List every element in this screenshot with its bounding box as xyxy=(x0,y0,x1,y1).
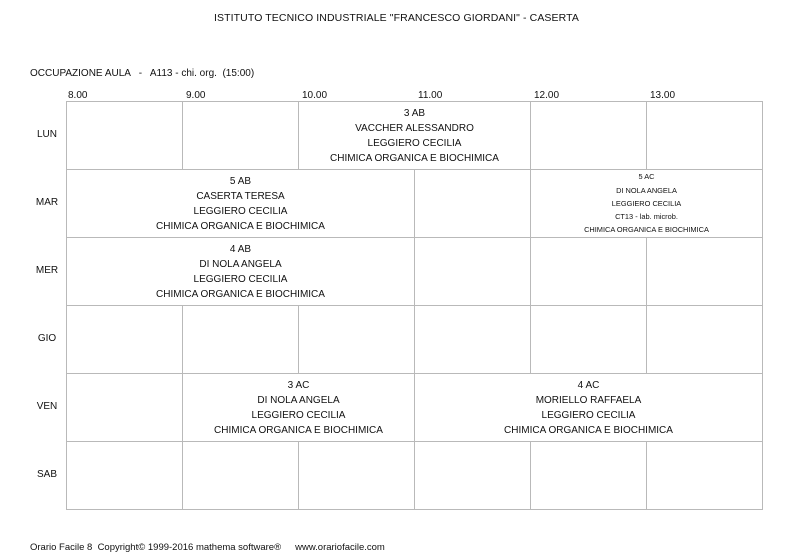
lesson-teacher: VACCHER ALESSANDRO xyxy=(355,122,474,134)
hour-label-12: 12.00 xyxy=(534,90,560,101)
day-label-mar: MAR xyxy=(35,197,59,208)
day-label-gio: GIO xyxy=(37,333,57,344)
lesson-teacher: CASERTA TERESA xyxy=(196,190,285,202)
hour-label-9: 9.00 xyxy=(186,90,206,101)
lesson-subject: CHIMICA ORGANICA E BIOCHIMICA xyxy=(214,424,383,436)
lesson-teacher: LEGGIERO CECILIA xyxy=(541,409,636,421)
lesson-subject: CHIMICA ORGANICA E BIOCHIMICA xyxy=(504,424,673,436)
lesson-mar-5ac xyxy=(531,170,762,237)
grid-line xyxy=(530,101,531,509)
hour-label-8: 8.00 xyxy=(68,90,88,101)
hour-label-13: 13.00 xyxy=(650,90,676,101)
lesson-room: CT13 - lab. microb. xyxy=(615,212,678,222)
lesson-class: 5 AB xyxy=(229,175,252,187)
lesson-teacher: LEGGIERO CECILIA xyxy=(611,198,682,208)
hour-label-10: 10.00 xyxy=(302,90,328,101)
lesson-class: 5 AC xyxy=(638,172,655,182)
lesson-mer-4ab xyxy=(67,238,414,305)
lesson-class: 3 AC xyxy=(287,379,310,391)
day-label-sab: SAB xyxy=(36,469,57,480)
lesson-class: 4 AB xyxy=(229,243,252,255)
hour-label-11: 11.00 xyxy=(418,90,443,101)
lesson-teacher: DI NOLA ANGELA xyxy=(199,258,282,270)
day-label-ven: VEN xyxy=(36,401,58,412)
lesson-mar-5ab xyxy=(67,170,414,237)
lesson-teacher: DI NOLA ANGELA xyxy=(257,394,340,406)
grid-line xyxy=(762,101,763,509)
lesson-teacher: LEGGIERO CECILIA xyxy=(367,137,462,149)
lesson-teacher: LEGGIERO CECILIA xyxy=(193,205,288,217)
grid-line xyxy=(66,509,763,510)
footer xyxy=(30,542,385,553)
lesson-class: 3 AB xyxy=(403,107,426,119)
grid-line xyxy=(182,101,183,509)
day-label-lun: LUN xyxy=(36,129,57,140)
footer-url-link[interactable]: www.orariofacile.com xyxy=(295,542,385,553)
lesson-lun-3ab xyxy=(299,102,530,169)
lesson-subject: CHIMICA ORGANICA E BIOCHIMICA xyxy=(156,220,325,232)
lesson-ven-4ac xyxy=(415,374,762,441)
grid-line xyxy=(66,101,67,509)
lesson-teacher: MORIELLO RAFFAELA xyxy=(535,394,642,406)
lesson-class: 4 AC xyxy=(577,379,600,391)
lesson-ven-3ac xyxy=(183,374,414,441)
lesson-subject: CHIMICA ORGANICA E BIOCHIMICA xyxy=(330,152,499,164)
lesson-subject: CHIMICA ORGANICA E BIOCHIMICA xyxy=(584,225,709,235)
grid-line xyxy=(646,101,647,509)
lesson-teacher: DI NOLA ANGELA xyxy=(616,185,677,195)
room-occupation-subtitle: OCCUPAZIONE AULA - A113 - chi. org. (15:00) xyxy=(30,68,255,79)
day-label-mer: MER xyxy=(35,265,59,276)
lesson-teacher: LEGGIERO CECILIA xyxy=(193,273,288,285)
lesson-subject: CHIMICA ORGANICA E BIOCHIMICA xyxy=(156,288,325,300)
lesson-teacher: LEGGIERO CECILIA xyxy=(251,409,346,421)
footer-copyright: Orario Facile 8 Copyright© 1999-2016 mathema software® xyxy=(30,542,282,553)
document-title: ISTITUTO TECNICO INDUSTRIALE "FRANCESCO GIORDANI" - CASERTA xyxy=(214,12,579,24)
